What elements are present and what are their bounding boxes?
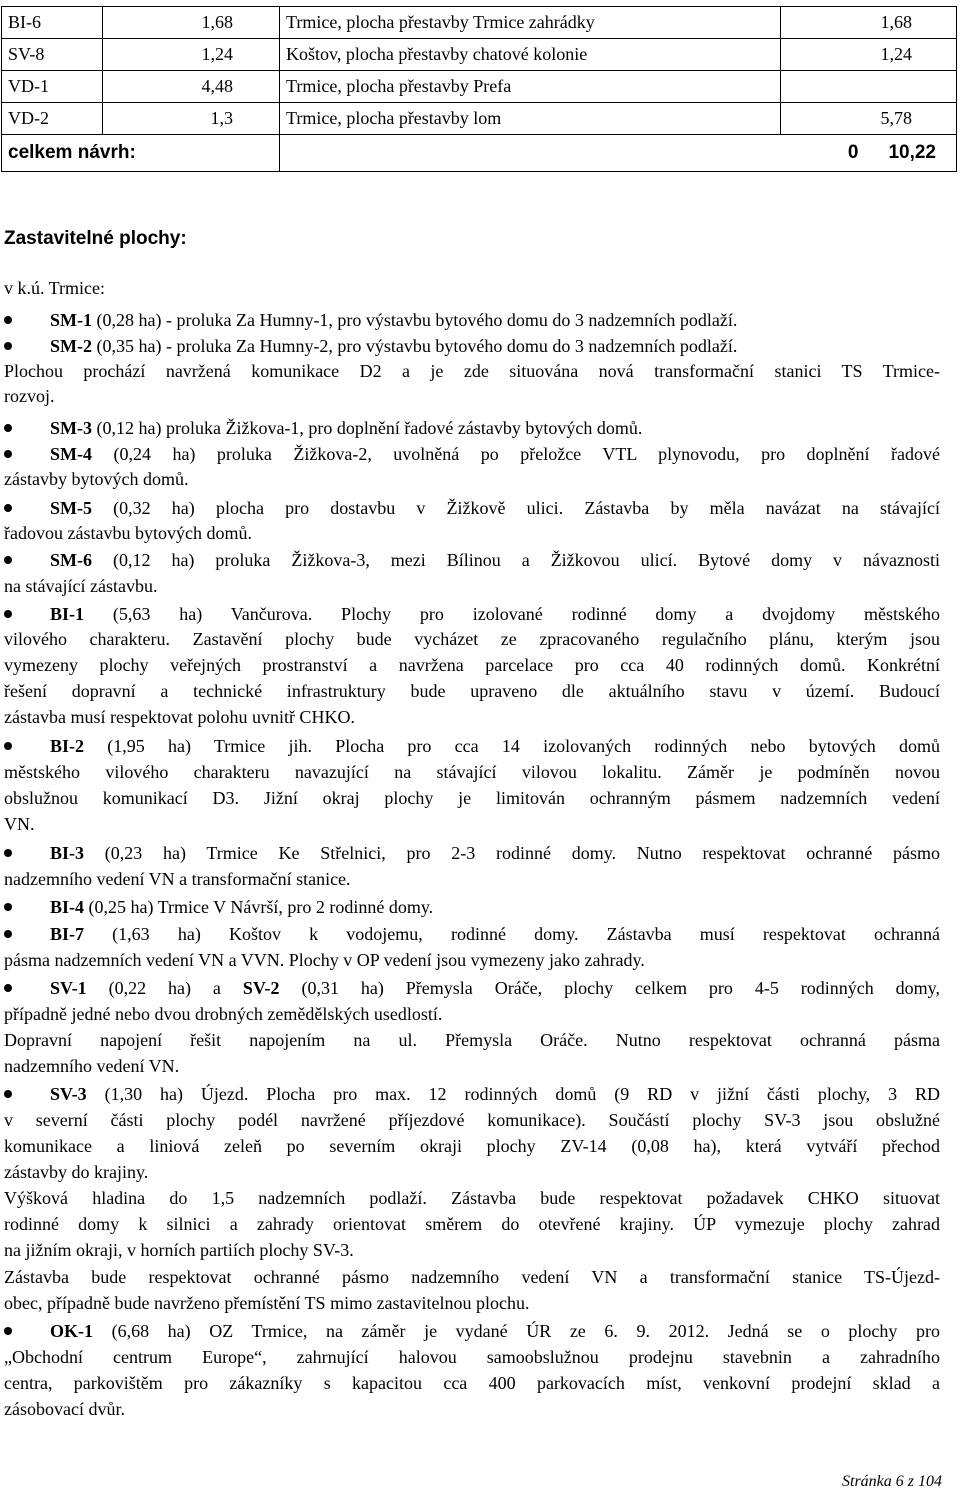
area-table (1, 6, 957, 172)
paragraph-line: VN. (4, 814, 35, 834)
table-sum-row (2, 135, 957, 172)
paragraph-line: v severní části plochy podél navržené příjezdové komunikace). Součástí plochy SV-3 jsou obslužné (4, 1110, 940, 1130)
bullet-item: SM-5 (0,32 ha) plocha pro dostavbu v Žižkově ulici. Zástavba by měla navázat na stávající (50, 498, 940, 518)
bullet-item: BI-1 (5,63 ha) Vančurova. Plochy pro izolované rodinné domy a dvojdomy městského (50, 604, 940, 624)
table-cell-total: 1,24 (781, 39, 957, 71)
sum-value-b: 10,22 (888, 142, 936, 163)
table-row (2, 103, 957, 135)
bullet-item: SM-4 (0,24 ha) proluka Žižkova-2, uvolněná po přeložce VTL plynovodu, pro doplnění řadové (50, 444, 940, 464)
table-row (2, 71, 957, 103)
table-cell-area: 1,68 (103, 7, 280, 39)
paragraph-line: nadzemního vedení VN. (4, 1056, 180, 1076)
bullet-item: SV-1 (0,22 ha) a SV-2 (0,31 ha) Přemysla Oráče, plochy celkem pro 4-5 rodinných domy, (50, 978, 940, 998)
paragraph-line: Dopravní napojení řešit napojením na ul. Přemysla Oráče. Nutno respektovat ochranná pásma (4, 1030, 940, 1050)
page-footer: Stránka 6 z 104 (842, 1473, 942, 1490)
table-row (2, 7, 957, 39)
sum-values (280, 135, 957, 172)
area-code: SM-6 (50, 550, 92, 570)
area-code: BI-2 (50, 736, 85, 756)
table-cell-code: BI-6 (2, 7, 103, 39)
paragraph-line: rodinné domy k silnici a zahrady orientovat směrem do otevřené krajiny. ÚP vymezuje plochy zahrad (4, 1214, 940, 1234)
area-code: OK-1 (50, 1321, 93, 1341)
bullet-icon (4, 610, 12, 618)
bullet-item: SM-2 (0,35 ha) - proluka Za Humny-2, pro výstavbu bytového domu do 3 nadzemních podlaží. (50, 336, 738, 356)
table-cell-desc: Trmice, plocha přestavby Trmice zahrádky (280, 7, 781, 39)
table-row (2, 39, 957, 71)
bullet-icon (4, 504, 12, 512)
area-code: SM-2 (50, 336, 92, 356)
paragraph-line: obslužnou komunikací D3. Jižní okraj plochy je limitován ochranným pásmem nadzemních vedení (4, 788, 940, 808)
table-cell-total (781, 71, 957, 103)
paragraph-line: řešení dopravní a technické infrastruktury bude upraveno dle aktuálního stavu v území. Budoucí (4, 681, 940, 701)
table-cell-area: 1,3 (103, 103, 280, 135)
paragraph-line: Výšková hladina do 1,5 nadzemních podlaží. Zástavba bude respektovat požadavek CHKO situovat (4, 1188, 940, 1208)
paragraph-line: nadzemního vedení VN a transformační stanice. (4, 869, 351, 889)
table-cell-desc: Trmice, plocha přestavby lom (280, 103, 781, 135)
area-code: BI-3 (50, 843, 85, 863)
bullet-item: OK-1 (6,68 ha) OZ Trmice, na záměr je vydané ÚR ze 6. 9. 2012. Jedná se o plochy pro (50, 1321, 940, 1341)
bullet-icon (4, 930, 12, 938)
area-code: BI-4 (50, 897, 85, 917)
bullet-item: BI-2 (1,95 ha) Trmice jih. Plocha pro cca 14 izolovaných rodinných nebo bytových domů (50, 736, 940, 756)
bullet-icon (4, 316, 12, 324)
bullet-item: SV-3 (1,30 ha) Újezd. Plocha pro max. 12 rodinných domů (9 RD v jižní části plochy, 3 RD (50, 1084, 940, 1104)
bullet-icon (4, 342, 12, 350)
area-code: SV-3 (50, 1084, 87, 1104)
paragraph-line: pásma nadzemních vedení VN a VVN. Plochy v OP vedení jsou vymezeny jako zahrady. (4, 950, 645, 970)
bullet-item: BI-7 (1,63 ha) Koštov k vodojemu, rodinné domy. Zástavba musí respektovat ochranná (50, 924, 940, 944)
bullet-item: BI-4 (0,25 ha) Trmice V Návrší, pro 2 rodinné domy. (50, 897, 434, 917)
paragraph-line: rozvoj. (4, 386, 55, 406)
table-cell-area: 4,48 (103, 71, 280, 103)
section-heading: Zastavitelné plochy: (4, 228, 187, 249)
area-code: SM-5 (50, 498, 92, 518)
area-code: BI-1 (50, 604, 85, 624)
paragraph-line: vilového charakteru. Zastavění plochy bude vycházet ze zpracovaného regulačního plánu, kterým jsou (4, 629, 940, 649)
table-cell-total: 1,68 (781, 7, 957, 39)
bullet-icon (4, 984, 12, 992)
area-code: SM-3 (50, 418, 92, 438)
bullet-item: SM-6 (0,12 ha) proluka Žižkova-3, mezi Bílinou a Žižkovou ulicí. Bytové domy v návaznosti (50, 550, 940, 570)
table-cell-total: 5,78 (781, 103, 957, 135)
cadastral-subheading: v k.ú. Trmice: (4, 278, 106, 298)
paragraph-line: řadovou zástavbu bytových domů. (4, 523, 252, 543)
table-cell-code: SV-8 (2, 39, 103, 71)
paragraph-line: zástavby bytových domů. (4, 469, 189, 489)
paragraph-line: zástavby do krajiny. (4, 1162, 149, 1182)
area-code: SM-1 (50, 310, 92, 330)
bullet-icon (4, 424, 12, 432)
bullet-icon (4, 742, 12, 750)
bullet-item: SM-3 (0,12 ha) proluka Žižkova-1, pro doplnění řadové zástavby bytových domů. (50, 418, 643, 438)
paragraph-line: zásobovací dvůr. (4, 1399, 125, 1419)
paragraph-line: případně jedné nebo dvou drobných zemědělských usedlostí. (4, 1004, 443, 1024)
bullet-icon (4, 450, 12, 458)
table-cell-code: VD-2 (2, 103, 103, 135)
sum-label: celkem návrh: (2, 135, 280, 172)
paragraph-line: Plochou prochází navržená komunikace D2 a je zde situována nová transformační stanici TS Trmice- (4, 361, 940, 381)
paragraph-line: centra, parkovištěm pro zákazníky s kapacitou cca 400 parkovacích míst, venkovní prodejní sklad a (4, 1373, 940, 1393)
area-code: BI-7 (50, 924, 85, 944)
bullet-icon (4, 1327, 12, 1335)
bullet-icon (4, 849, 12, 857)
paragraph-line: vymezeny plochy veřejných prostranství a navržena parcelace pro cca 40 rodinných domů. Konkrétní (4, 655, 940, 675)
bullet-icon (4, 1090, 12, 1098)
table-cell-desc: Trmice, plocha přestavby Prefa (280, 71, 781, 103)
bullet-item: SM-1 (0,28 ha) - proluka Za Humny-1, pro výstavbu bytového domu do 3 nadzemních podlaží. (50, 310, 738, 330)
paragraph-line: zástavba musí respektovat polohu uvnitř CHKO. (4, 707, 355, 727)
paragraph-line: „Obchodní centrum Europe“, zahrnující halovou samoobslužnou prodejnu stavebnin a zahradního (4, 1347, 940, 1367)
paragraph-line: na jižním okraji, v horních partiích plochy SV-3. (4, 1240, 354, 1260)
table-cell-code: VD-1 (2, 71, 103, 103)
sum-value-a: 0 (847, 142, 859, 163)
bullet-item: BI-3 (0,23 ha) Trmice Ke Střelnici, pro 2-3 rodinné domy. Nutno respektovat ochranné pásmo (50, 843, 940, 863)
bullet-icon (4, 556, 12, 564)
area-code: SM-4 (50, 444, 92, 464)
table-cell-desc: Koštov, plocha přestavby chatové kolonie (280, 39, 781, 71)
paragraph-line: městského vilového charakteru navazující na stávající vilovou lokalitu. Záměr je podmíněn novou (4, 762, 940, 782)
area-code: SV-1 (50, 978, 87, 998)
paragraph-line: Zástavba bude respektovat ochranné pásmo nadzemního vedení VN a transformační stanice TS-Újezd- (4, 1267, 940, 1287)
paragraph-line: obec, případně bude navrženo přemístění TS mimo zastavitelnou plochu. (4, 1293, 530, 1313)
paragraph-line: na stávající zástavbu. (4, 576, 158, 596)
bullet-icon (4, 903, 12, 911)
table-cell-area: 1,24 (103, 39, 280, 71)
paragraph-line: komunikace a liniová zeleň po severním okraji plochy ZV-14 (0,08 ha), která vytváří přechod (4, 1136, 940, 1156)
